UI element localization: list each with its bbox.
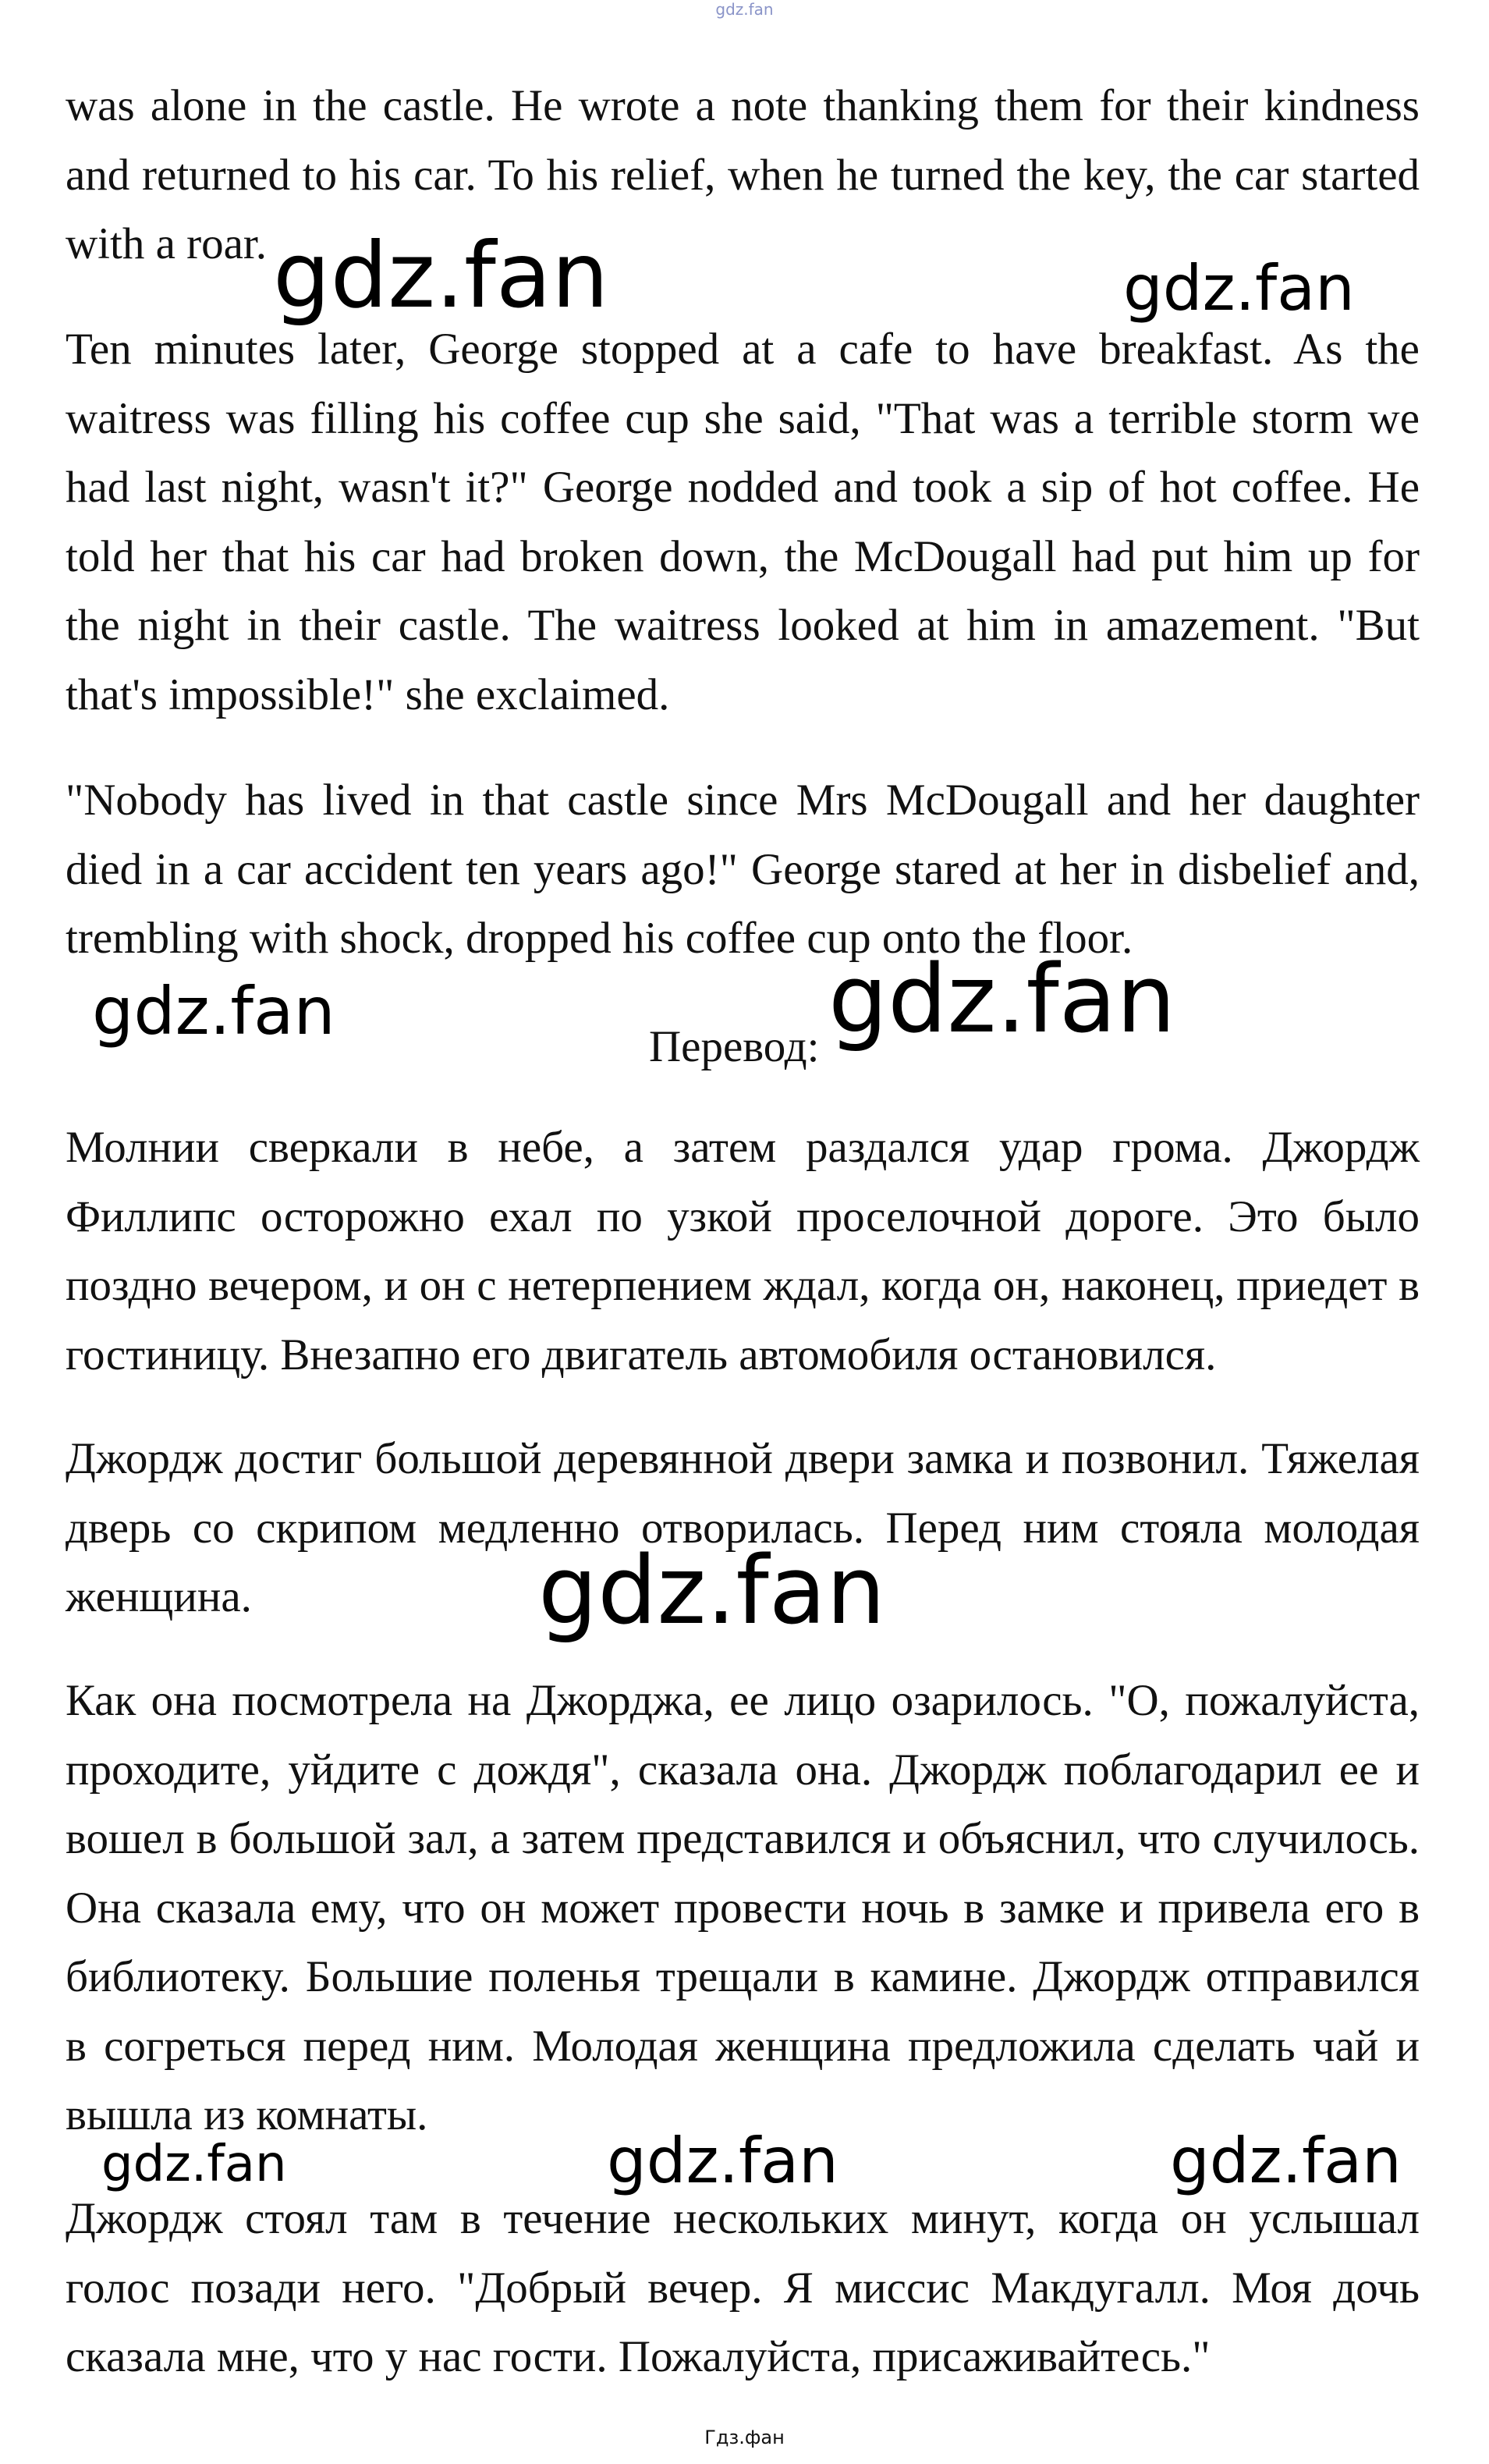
watermark: gdz.fan [1170,2125,1402,2197]
paragraph-translation-voice: Джордж стоял там в течение нескольких минут, когда он услышал голос позади него. "Добрый вечер. Я миссис Макдугалл. Моя дочь сказала мне, что у нас гости. Пожалуйста, присаживайтесь." [66,2194,1420,2381]
paragraph-revelation: "Nobody has lived in that castle since Mrs McDougall and her daughter died in a car accident ten years ago!" George stared at her in disbelief and, trembling with shock, dropped his coffee cup onto the floor. [66,776,1420,963]
footer-site-label: Гдз.фан [704,2427,785,2448]
watermark: gdz.fan [101,2136,287,2193]
paragraph-translation-door: Джордж достиг большой деревянной двери замка и позвонил. Тяжелая дверь со скрипом медленно отворилась. Перед ним стояла молодая женщина. [66,1434,1420,1621]
paragraph-translation-lightning: Молнии сверкали в небе, а затем раздался удар грома. Джордж Филлипс осторожно ехал по узкой проселочной дороге. Это было поздно вечером, и он с нетерпением ждал, когда он, наконец, приедет в гостиницу. Внезапно его двигатель автомобиля остановился. [66,1123,1420,1379]
watermark: gdz.fan [538,1537,886,1646]
paragraph-translation-hall: Как она посмотрела на Джорджа, ее лицо озарилось. "О, пожалуйста, проходите, уйдите с дождя", сказала она. Джордж поблагодарил ее и вошел в большой зал, а затем представился и объяснил, что случилось. Она сказала ему, что он может провести ночь в замке и привела его в библиотеку. Большие поленья трещали в камине. Джордж отправился в согреться перед ним. Молодая женщина предложила сделать чай и вышла из комнаты. [66,1676,1420,2139]
watermark: gdz.fan [828,946,1176,1054]
watermark: gdz.fan [92,973,335,1049]
header-site-mark: gdz.fan [715,0,774,19]
paragraph-story-end-1: was alone in the castle. He wrote a note thanking them for their kindness and returned to his car. To his relief, when he turned the key, the car started with a roar. [66,81,1420,268]
watermark: gdz.fan [607,2125,838,2197]
watermark: gdz.fan [273,223,609,328]
paragraph-cafe: Ten minutes later, George stopped at a cafe to have breakfast. As the waitress was filling his coffee cup she said, "That was a terrible storm we had last night, wasn't it?" George nodded and took a sip of hot coffee. He told her that his car had broken down, the McDougall had put him up for the night in their castle. The waitress looked at him in amazement. "But that's impossible!" she exclaimed. [66,325,1420,719]
translation-heading: Перевод: [649,1022,820,1071]
watermark: gdz.fan [1123,252,1355,325]
